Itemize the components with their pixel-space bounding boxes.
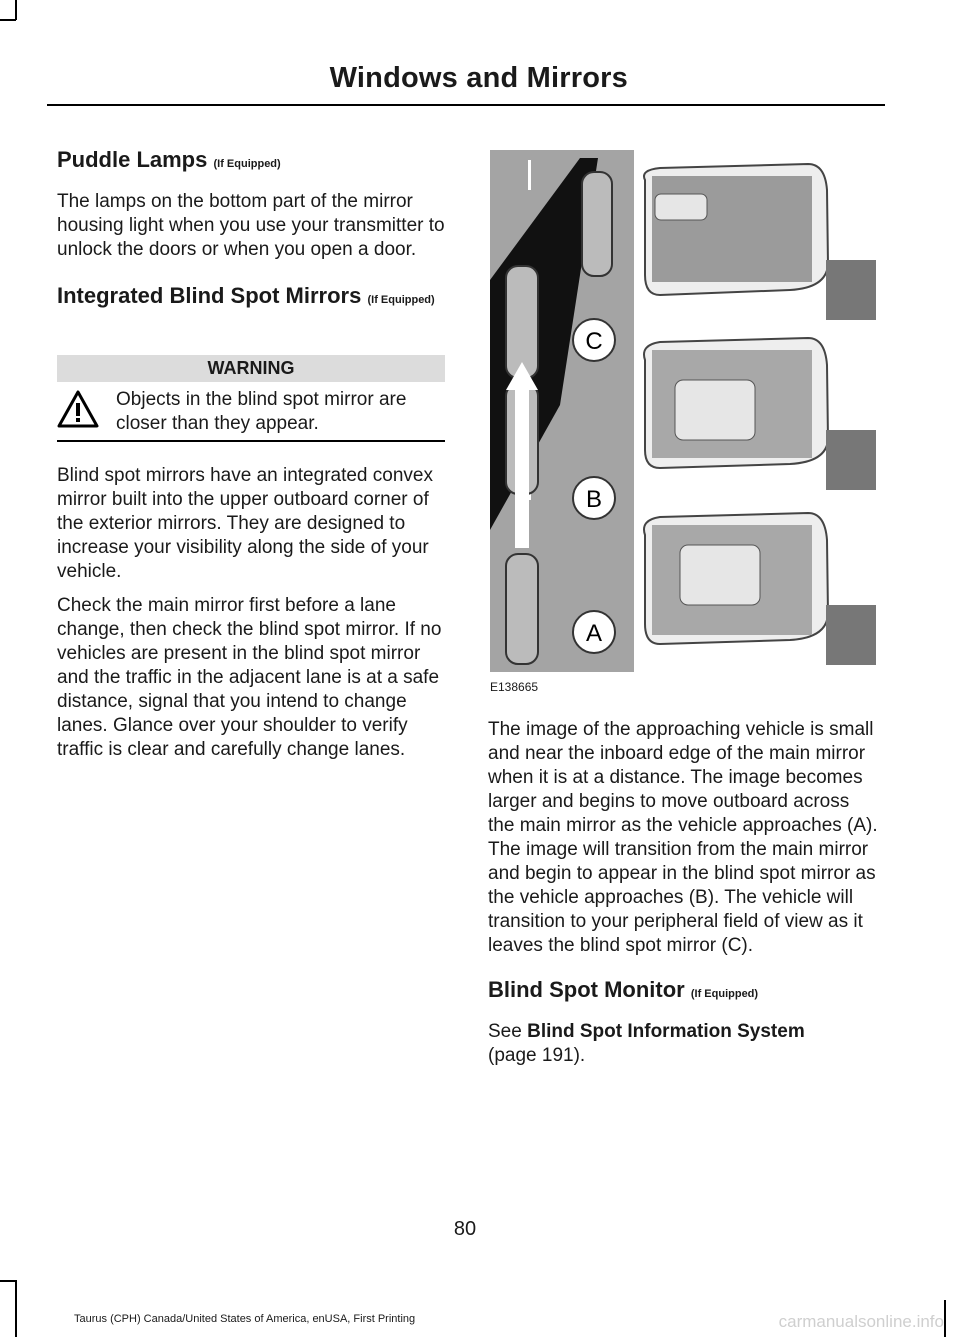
see-link[interactable]: Blind Spot Information System (527, 1021, 805, 1042)
crop-mark (0, 1280, 16, 1282)
blindspot-heading (57, 282, 437, 314)
header-rule (47, 104, 885, 106)
page-number: 80 (453, 1218, 477, 1240)
page-title: Windows and Mirrors (329, 62, 628, 94)
puddle-body: The lamps on the bottom part of the mirror housing light when you use your transmitter to unlock the doors or when you open a door. (57, 191, 445, 260)
blindspot-heading-text: Integrated Blind Spot Mirrors (57, 283, 362, 308)
monitor-heading-text: Blind Spot Monitor (488, 977, 685, 1002)
approach-text: The image of the approaching vehicle is small and near the inboard edge of the main mirror when it is at a distance. The image becomes larger and begins to move outboard across the main mirror as the vehicle approaches (A). The image will transition from the main mirror and begin to appear in the blind spot mirror as the vehicle approaches (B). The vehicle will transition to your peripheral field of view as it leaves the blind spot mirror (C). (488, 719, 878, 956)
warning-label: WARNING (57, 355, 445, 382)
blindspot-heading-note: (If Equipped) (367, 294, 435, 306)
see-page: (page 191). (488, 1045, 586, 1066)
left-column (57, 146, 449, 314)
figure-label-a: A (585, 620, 603, 647)
warning-rule (57, 440, 445, 442)
warning-text: Objects in the blind spot mirror are closer than they appear. (116, 389, 407, 434)
figure-label-c: C (585, 328, 603, 355)
monitor-heading-note: (If Equipped) (690, 988, 759, 1000)
monitor-see (488, 1020, 880, 1068)
blind-spot-figure (490, 150, 876, 672)
watermark: carmanualsonline.info (778, 1312, 944, 1331)
footer-text: Taurus (CPH) Canada/United States of America, enUSA, First Printing (74, 1313, 416, 1325)
right-column (488, 718, 880, 1068)
blindspot-para1: Blind spot mirrors have an integrated convex mirror built into the upper outboard corner of the exterior mirrors. They are designed to increase your visibility along the side of your vehicle. (57, 465, 433, 582)
blindspot-para2: Check the main mirror first before a lane change, then check the blind spot mirror. If no vehicles are present in the blind spot mirror and the traffic in the adjacent lane is at a safe distance, signal that you intend to change lanes. Glance over your shoulder to verify traffic is clear and carefully change lanes. (57, 595, 442, 760)
crop-mark (0, 19, 16, 21)
crop-mark (15, 1280, 17, 1337)
crop-mark (944, 1300, 946, 1337)
monitor-heading (488, 976, 880, 1008)
see-prefix: See (488, 1021, 522, 1042)
figure-label-b: B (585, 486, 603, 513)
crop-mark (15, 0, 17, 20)
puddle-heading-note: (If Equipped) (213, 158, 281, 170)
left-column-lower (57, 464, 449, 762)
puddle-heading (57, 146, 449, 178)
puddle-heading-text: Puddle Lamps (57, 147, 208, 172)
figure-id: E138665 (490, 680, 539, 694)
warning-triangle-icon (57, 390, 99, 428)
